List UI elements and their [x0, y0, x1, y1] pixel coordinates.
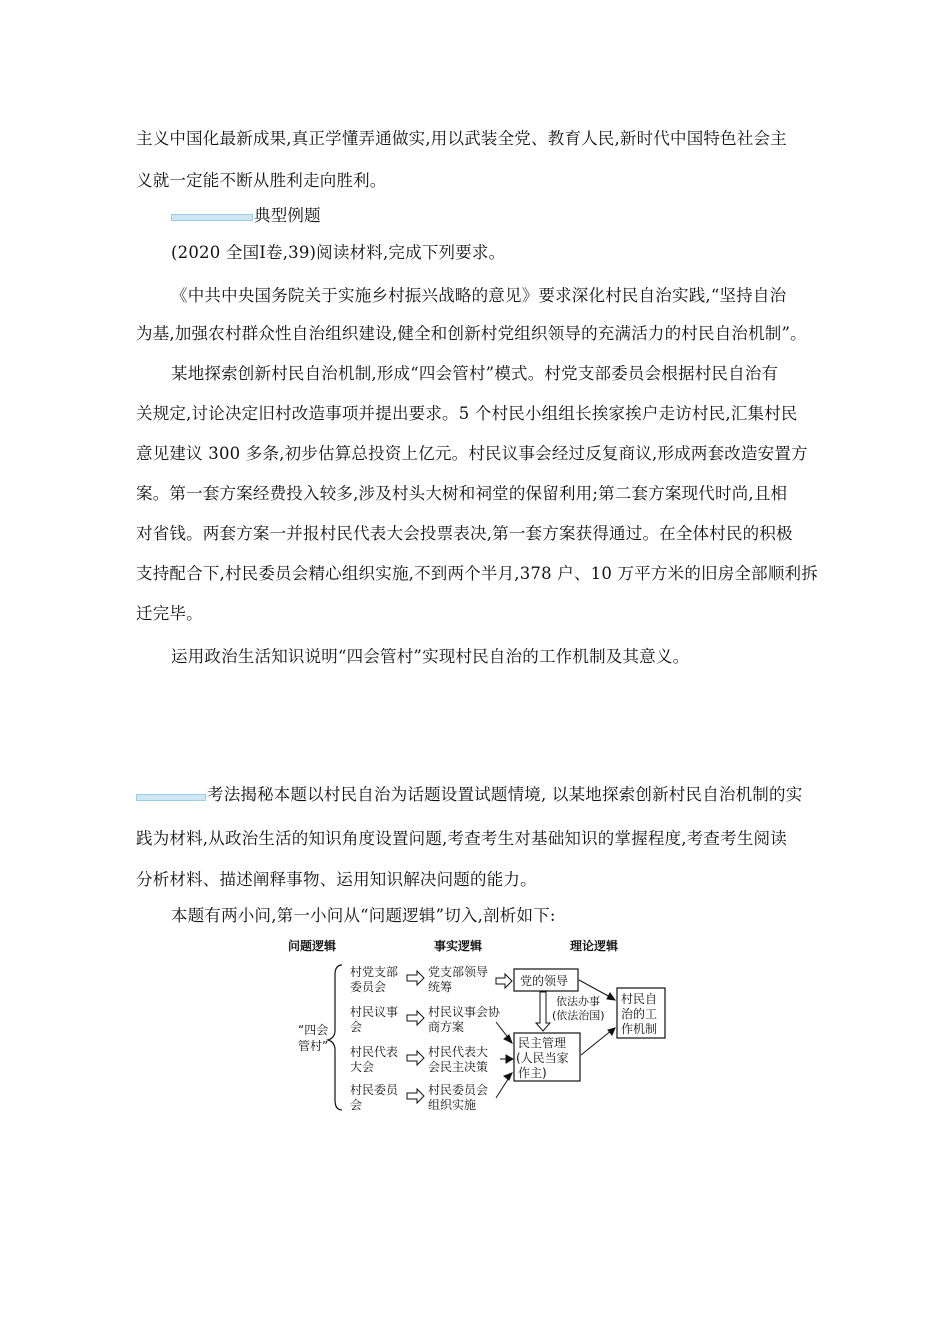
question-p2-line-4: 案。第一套方案经费投入较多,涉及村头大树和祠堂的保留利用;第二套方案现代时尚,且相 — [136, 484, 788, 503]
root-label-line-1: “四会 — [298, 1023, 329, 1037]
fact-1-line-1: 党支部领导 — [428, 965, 489, 979]
header-fact-logic: 事实逻辑 — [434, 939, 483, 953]
question-source: (2020 全国Ⅰ卷,39)阅读材料,完成下列要求。 — [171, 243, 506, 262]
analysis-line-4: 本题有两小问,第一小问从“问题逻辑”切入,剖析如下: — [171, 906, 556, 925]
intro-line-1: 主义中国化最新成果,真正学懂弄通做实,用以武装全党、教育人民,新时代中国特色社会主 — [136, 129, 787, 148]
hollow-arrow-2 — [407, 1011, 424, 1025]
root-label-line-2: 管村” — [298, 1039, 329, 1053]
democracy-label-line-2: (人民当家 — [516, 1051, 569, 1065]
question-p1-line-2: 为基,加强农村群众性自治组织建设,健全和创新村党组织领导的充满活力的村民自治机制”。 — [136, 324, 807, 343]
fact-3-line-2: 会民主决策 — [428, 1060, 489, 1074]
fact-1-line-2: 统筹 — [428, 980, 453, 994]
hollow-arrow-3 — [407, 1051, 424, 1065]
question-p1-line-1: 《中共中央国务院关于实施乡村振兴战略的意见》要求深化村民自治实践,“坚持自治 — [171, 286, 787, 305]
question-p2-line-6: 支持配合下,村民委员会精心组织实施,不到两个半月,378 户、10 万平方米的旧房全部顺利拆 — [136, 564, 818, 583]
law-label-line-2: (依法治国) — [552, 1009, 605, 1022]
party-leadership-label: 党的领导 — [520, 974, 569, 988]
fact-3-line-1: 村民代表大 — [428, 1045, 489, 1059]
question-p2-line-5: 对省钱。两套方案一并报村民代表大会投票表决,第一套方案获得通过。在全体村民的积极 — [136, 524, 793, 543]
fact-2-line-2: 商方案 — [428, 1020, 465, 1034]
analysis-line-2: 践为材料,从政治生活的知识角度设置问题,考查考生对基础知识的掌握程度,考查考生阅读 — [136, 829, 787, 848]
problem-4-line-1: 村民委员 — [350, 1083, 399, 1097]
problem-1-line-1: 村党支部 — [350, 965, 399, 979]
problem-3-line-2: 大会 — [350, 1060, 375, 1074]
left-brace — [328, 965, 342, 1110]
democracy-label-line-1: 民主管理 — [518, 1036, 567, 1050]
result-label-line-2: 治的工 — [621, 1007, 658, 1021]
law-arrow — [536, 992, 550, 1031]
fact-4-line-2: 组织实施 — [428, 1098, 477, 1112]
law-label-line-1: 依法办事 — [556, 995, 600, 1008]
fact-2-line-1: 村民议事会协 — [428, 1005, 501, 1019]
problem-3-line-1: 村民代表 — [350, 1045, 399, 1059]
intro-line-2: 义就一定能不断从胜利走向胜利。 — [136, 171, 387, 190]
problem-4-line-2: 会 — [350, 1098, 363, 1112]
problem-2-line-1: 村民议事 — [350, 1005, 399, 1019]
hollow-arrow-party — [496, 974, 512, 988]
result-label-line-1: 村民自 — [621, 992, 658, 1006]
hollow-arrow-1 — [407, 971, 424, 985]
arrow-democracy-result — [581, 1030, 612, 1055]
question-p2-line-2: 关规定,讨论决定旧村改造事项并提出要求。5 个村民小组组长挨家挨户走访村民,汇集村民 — [136, 404, 798, 423]
problem-1-line-2: 委员会 — [350, 980, 387, 994]
question-p2-line-7: 迁完毕。 — [136, 604, 203, 623]
analysis-line-1: 考法揭秘本题以村民自治为话题设置试题情境, 以某地探索创新村民自治机制的实 — [207, 785, 803, 804]
analysis-line-3: 分析材料、描述阐释事物、运用知识解决问题的能力。 — [136, 870, 537, 889]
hollow-arrow-4 — [407, 1089, 424, 1103]
question-task: 运用政治生活知识说明“四会管村”实现村民自治的工作机制及其意义。 — [171, 647, 690, 666]
example-heading: 典型例题 — [254, 206, 321, 225]
question-p2-line-1: 某地探索创新村民自治机制,形成“四会管村”模式。村党支部委员会根据村民自治有 — [171, 364, 779, 383]
header-problem-logic: 问题逻辑 — [288, 939, 337, 953]
question-p2-line-3: 意见建议 300 多条,初步估算总投资上亿元。村民议事会经过反复商议,形成两套改造安置方 — [136, 444, 808, 463]
fact-4-line-1: 村民委员会 — [428, 1083, 489, 1097]
democracy-label-line-3: 作主) — [518, 1066, 547, 1080]
problem-2-line-2: 会 — [350, 1020, 363, 1034]
result-label-line-3: 作机制 — [621, 1022, 658, 1036]
header-theory-logic: 理论逻辑 — [570, 939, 619, 953]
